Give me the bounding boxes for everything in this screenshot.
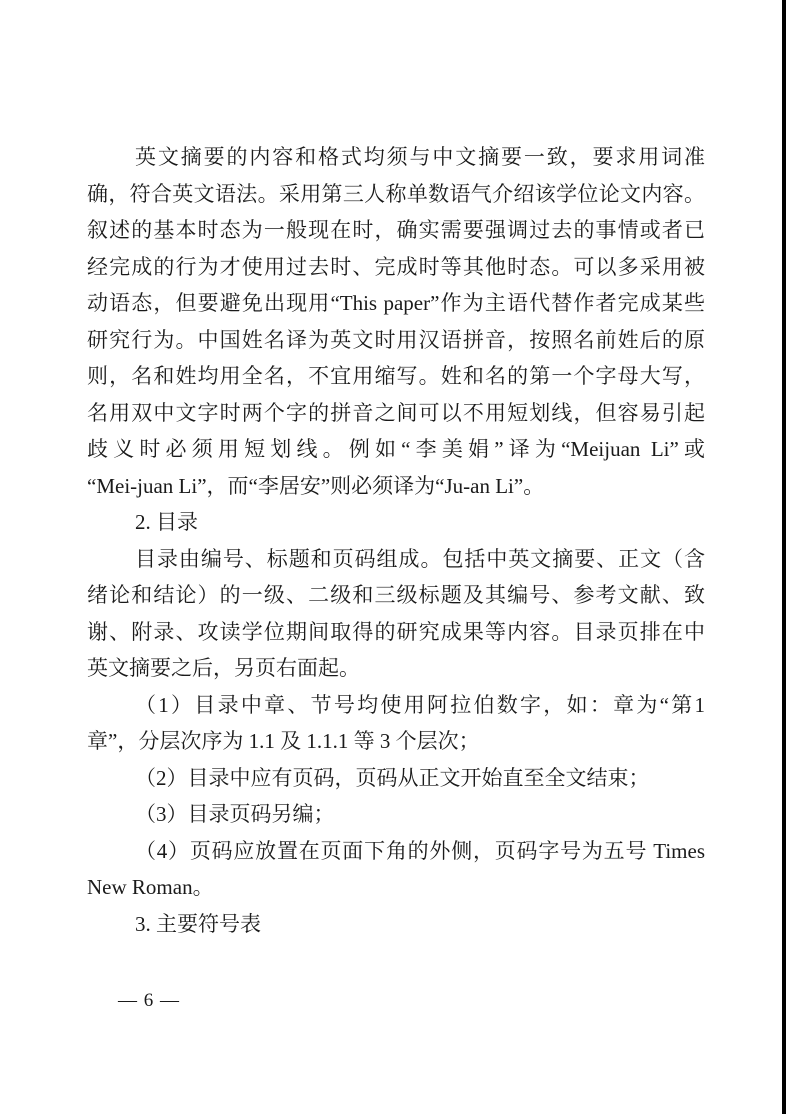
text-line: 叙述的基本时态为一般现在时，确实需要强调过去的事情或者已 [87,218,705,242]
list-item-line: （3）目录页码另编； [135,802,335,826]
text-line: 绪论和结论）的一级、二级和三级标题及其编号、参考文献、致 [87,583,705,607]
text-line: 研究行为。中国姓名译为英文时用汉语拼音，按照名前姓后的原 [87,327,705,352]
section-heading: 2. 目录 [135,510,198,534]
list-item-line: （1）目录中章、节号均使用阿拉伯数字，如：章为“第1 [135,692,705,717]
text-line: 确，符合英文语法。采用第三人称单数语气介绍该学位论文内容。 [87,181,705,206]
text-line: 歧义时必须用短划线。例如“李美娟”译为“Meijuan Li”或 [87,437,705,461]
text-line: 名用双中文字时两个字的拼音之间可以不用短划线，但容易引起 [87,400,705,425]
text-line: 谢、附录、攻读学位期间取得的研究成果等内容。目录页排在中 [87,619,705,644]
section-heading: 3. 主要符号表 [135,911,261,936]
text-line: 英文摘要的内容和格式均须与中文摘要一致，要求用词准 [135,145,705,169]
list-item-line: （2）目录中应有页码，页码从正文开始直至全文结束； [135,765,650,790]
text-line: “Mei-juan Li”，而“李居安”则必须译为“Ju-an Li”。 [87,473,545,498]
text-line: 目录由编号、标题和页码组成。包括中英文摘要、正文（含 [135,546,705,571]
text-line: New Roman。 [87,875,214,899]
text-line: 英文摘要之后，另页右面起。 [87,656,360,680]
text-line: 则，名和姓均用全名，不宜用缩写。姓和名的第一个字母大写， [87,364,705,388]
text-line: 经完成的行为才使用过去时、完成时等其他时态。可以多采用被 [87,254,705,279]
text-line: 章”，分层次序为 1.1 及 1.1.1 等 3 个层次； [87,729,480,753]
text-line: 动语态，但要避免出现用“This paper”作为主语代替作者完成某些 [87,291,705,315]
page-number: — 6 — [118,990,180,1011]
list-item-line: （4）页码应放置在页面下角的外侧，页码字号为五号 Times [135,838,705,863]
page-edge-line [782,0,786,1114]
document-text-block [87,139,705,942]
